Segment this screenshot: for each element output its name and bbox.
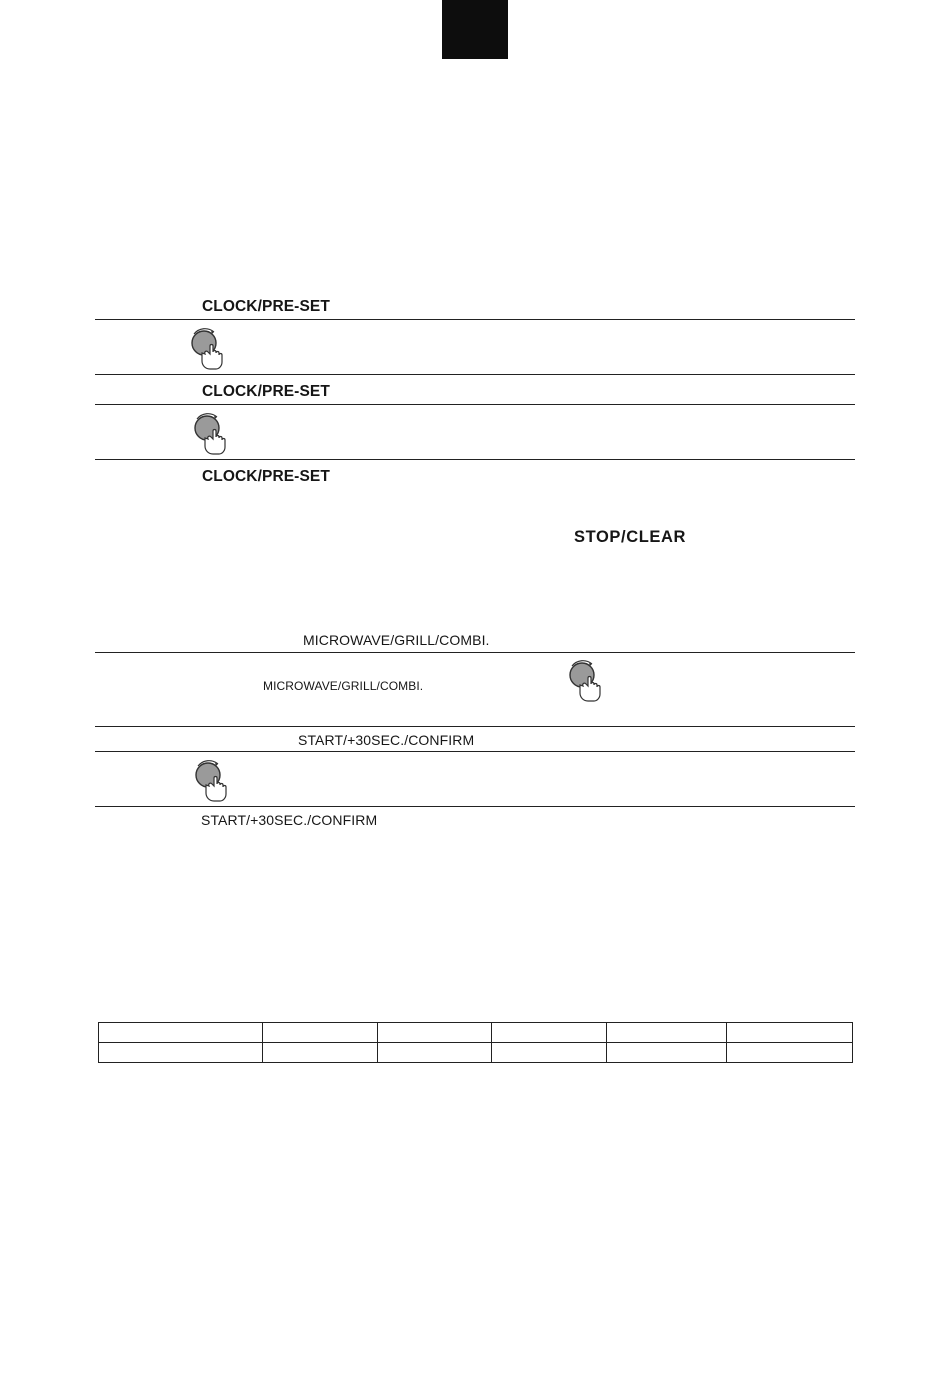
table-cell xyxy=(607,1043,727,1063)
table-cell xyxy=(492,1023,607,1043)
table-cell xyxy=(263,1023,378,1043)
rotary-knob-hand-icon xyxy=(566,658,606,704)
divider xyxy=(95,319,855,320)
table-cell xyxy=(378,1023,492,1043)
table-cell xyxy=(727,1023,853,1043)
table-cell xyxy=(263,1043,378,1063)
table-cell xyxy=(607,1023,727,1043)
table-cell xyxy=(99,1043,263,1063)
clock-preset-label: CLOCK/PRE-SET xyxy=(202,298,330,315)
table-row xyxy=(99,1023,853,1043)
start-confirm-label: START/+30SEC./CONFIRM xyxy=(201,812,378,828)
stop-clear-label: STOP/CLEAR xyxy=(574,528,687,546)
divider xyxy=(95,726,855,727)
table-row xyxy=(99,1043,853,1063)
divider xyxy=(95,751,855,752)
rotary-knob-hand-icon xyxy=(188,326,228,372)
clock-preset-label: CLOCK/PRE-SET xyxy=(202,383,330,400)
table-cell xyxy=(492,1043,607,1063)
start-confirm-label: START/+30SEC./CONFIRM xyxy=(298,732,475,748)
clock-preset-label: CLOCK/PRE-SET xyxy=(202,468,330,485)
divider xyxy=(95,652,855,653)
page-tab-marker xyxy=(442,0,508,59)
table-cell xyxy=(727,1043,853,1063)
table-cell xyxy=(99,1023,263,1043)
rotary-knob-hand-icon xyxy=(192,758,232,804)
power-table xyxy=(98,1022,853,1063)
mode-label: MICROWAVE/GRILL/COMBI. xyxy=(263,679,424,693)
divider xyxy=(95,404,855,405)
rotary-knob-hand-icon xyxy=(191,411,231,457)
divider xyxy=(95,806,855,807)
mode-label: MICROWAVE/GRILL/COMBI. xyxy=(303,632,490,648)
table-cell xyxy=(378,1043,492,1063)
divider xyxy=(95,459,855,460)
divider xyxy=(95,374,855,375)
